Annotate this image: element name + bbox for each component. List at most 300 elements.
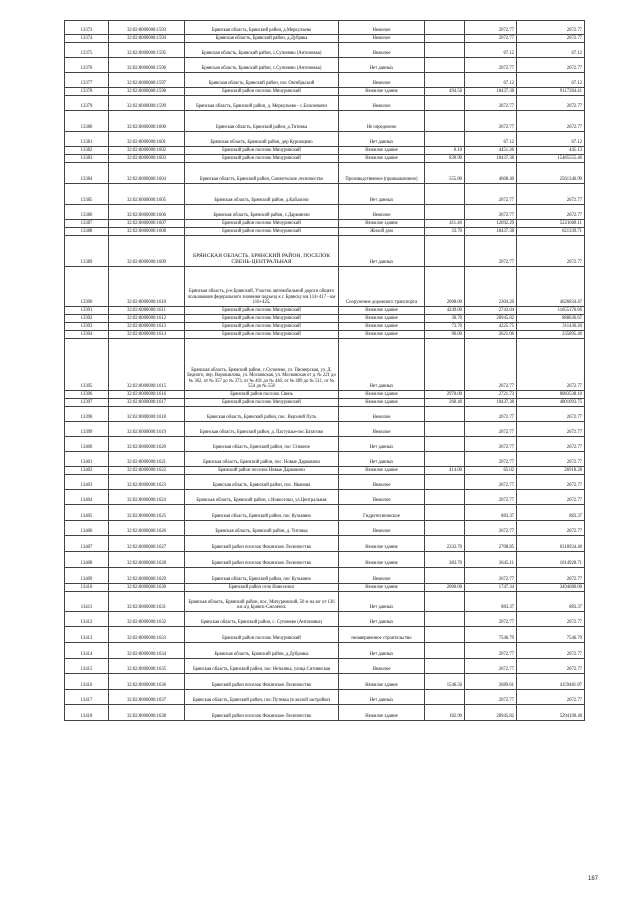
unit-value-cell: 18437.38: [465, 88, 517, 96]
address-cell: Брянский район поселок Фокинское Лесничество: [185, 536, 339, 552]
table-row: [65, 521, 585, 536]
address-cell: Брянская область, Брянский район, пос Октябрьский: [185, 73, 339, 88]
total-value-cell: 2672.77: [517, 643, 585, 659]
total-value-cell: 883.37: [517, 505, 585, 521]
cadastral-number-cell: 32:02:0000000:1601: [109, 132, 185, 147]
cadastral-number-cell: 32:02:0000000:1599: [109, 96, 185, 111]
total-value-cell: 8083538.10: [517, 391, 585, 399]
unit-value-cell: 28945.82: [465, 315, 517, 323]
address-cell: Брянская область, Брянский район, д.Кабаличи: [185, 184, 339, 205]
row-number-cell: 13393: [65, 323, 109, 331]
table-row: [65, 58, 585, 73]
total-value-cell: 2561346.99: [517, 163, 585, 184]
row-number-cell: 13415: [65, 659, 109, 674]
cadastral-number-cell: 32:02:0000000:1611: [109, 307, 185, 315]
area-cell: 383.70: [425, 552, 465, 568]
row-number-cell: 13409: [65, 568, 109, 584]
unit-value-cell: 2708.85: [465, 536, 517, 552]
row-number-cell: 13400: [65, 437, 109, 452]
row-number-cell: 13410: [65, 584, 109, 592]
object-type-cell: Нежилое здание: [339, 331, 425, 339]
unit-value-cell: 2743.04: [465, 307, 517, 315]
total-value-cell: 1014928.71: [517, 552, 585, 568]
address-cell: Брянский район поселок Новые Дарковичи: [185, 467, 339, 475]
total-value-cell: 2672.77: [517, 58, 585, 73]
address-cell: Брянский район поселок Мичуринский: [185, 147, 339, 155]
area-cell: [425, 21, 465, 35]
cadastral-number-cell: 32:02:0000000:1614: [109, 331, 185, 339]
address-cell: Брянская область, Брянский район, пос. Мичуринский, 50 м на юг от 136 км а/д Брянск-Смоленск: [185, 592, 339, 612]
area-cell: [425, 505, 465, 521]
cadastral-number-cell: 32:02:0000000:1609: [109, 236, 185, 267]
object-type-cell: Нежилое здание: [339, 323, 425, 331]
unit-value-cell: 2672.77: [465, 690, 517, 705]
area-cell: 2970.00: [425, 391, 465, 399]
area-cell: [425, 659, 465, 674]
cadastral-number-cell: 32:02:0000000:1628: [109, 552, 185, 568]
object-type-cell: Сооружение дорожного транспорта: [339, 267, 425, 307]
area-cell: [425, 111, 465, 132]
cadastral-number-cell: 32:02:0000000:1613: [109, 323, 185, 331]
row-number-cell: 13401: [65, 452, 109, 467]
area-cell: [425, 452, 465, 467]
row-number-cell: 13375: [65, 43, 109, 58]
cadastral-number-cell: 32:02:0000000:1598: [109, 88, 185, 96]
cadastral-number-cell: 32:02:0000000:1635: [109, 659, 185, 674]
address-cell: Брянская область, Брянский район, пос Кузьмино: [185, 505, 339, 521]
row-number-cell: 13408: [65, 552, 109, 568]
cadastral-number-cell: 32:02:0000000:1594: [109, 35, 185, 43]
area-cell: [425, 96, 465, 111]
area-cell: 494.50: [425, 88, 465, 96]
area-cell: [425, 58, 465, 73]
row-number-cell: 13387: [65, 220, 109, 228]
address-cell: БРЯНСКАЯ ОБЛАСТЬ, БРЯНСКИЙ РАЙОН, ПОСЕЛОК СВЕНЬ-ЦЕНТРАЛЬНАЯ: [185, 236, 339, 267]
cadastral-number-cell: 32:02:0000000:1626: [109, 521, 185, 536]
address-cell: Брянский район поселок Свень: [185, 391, 339, 399]
address-cell: Брянский район поселок Фокинское Лесничество: [185, 552, 339, 568]
unit-value-cell: 2672.77: [465, 236, 517, 267]
area-cell: 411.40: [425, 220, 465, 228]
table-row: [65, 505, 585, 521]
area-cell: 555.80: [425, 163, 465, 184]
address-cell: Брянская область, Брянский район, д.Дубрвка: [185, 35, 339, 43]
cadastral-number-cell: 32:02:0000000:1621: [109, 452, 185, 467]
total-value-cell: 4626834.47: [517, 267, 585, 307]
object-type-cell: Нежилое здание: [339, 399, 425, 407]
object-type-cell: Нет данных: [339, 236, 425, 267]
total-value-cell: 15485555.46: [517, 155, 585, 163]
row-number-cell: 13412: [65, 612, 109, 627]
table-row: [65, 132, 585, 147]
object-type-cell: Нет данных: [339, 58, 425, 73]
table-row: [65, 307, 585, 315]
cadastral-number-cell: 32:02:0000000:1612: [109, 315, 185, 323]
area-cell: 2000.00: [425, 584, 465, 592]
object-type-cell: Нежилое здание: [339, 705, 425, 721]
unit-value-cell: 2672.77: [465, 612, 517, 627]
cadastral-number-cell: 32:02:0000000:1627: [109, 536, 185, 552]
row-number-cell: 13399: [65, 422, 109, 437]
row-number-cell: 13403: [65, 475, 109, 490]
area-cell: 33.70: [425, 228, 465, 236]
row-number-cell: 13406: [65, 521, 109, 536]
address-cell: Брянская область, Брянский район, пос Стяжное: [185, 437, 339, 452]
object-type-cell: Нежилое: [339, 568, 425, 584]
unit-value-cell: 18437.38: [465, 155, 517, 163]
address-cell: Брянский район поселок Фокинское Лесничество: [185, 705, 339, 721]
address-cell: Брянский район поселок Мичуринский: [185, 220, 339, 228]
row-number-cell: 13394: [65, 331, 109, 339]
total-value-cell: 621339.71: [517, 228, 585, 236]
total-value-cell: 2672.77: [517, 690, 585, 705]
unit-value-cell: 4608.40: [465, 163, 517, 184]
unit-value-cell: 2672.77: [465, 58, 517, 73]
cadastral-number-cell: 32:02:0000000:1633: [109, 627, 185, 643]
object-type-cell: Нежилое: [339, 490, 425, 505]
area-cell: 0.10: [425, 147, 465, 155]
address-cell: Брянская область, Брянский район, д.Дубровка: [185, 643, 339, 659]
object-type-cell: Нежилое: [339, 35, 425, 43]
cadastral-number-cell: 32:02:0000000:1624: [109, 490, 185, 505]
area-cell: [425, 690, 465, 705]
cadastral-number-cell: 32:02:0000000:1600: [109, 111, 185, 132]
area-cell: 73.70: [425, 323, 465, 331]
area-cell: [425, 521, 465, 536]
address-cell: Брянская область, Брянский район, пос. Иванова: [185, 475, 339, 490]
cadastral-number-cell: 32:02:0000000:1619: [109, 422, 185, 437]
object-type-cell: Нежилое здание: [339, 674, 425, 690]
object-type-cell: Производственное (промышленное): [339, 163, 425, 184]
address-cell: Брянский район поселок Мичуринский: [185, 155, 339, 163]
area-cell: [425, 236, 465, 267]
table-row: [65, 88, 585, 96]
total-value-cell: 2672.77: [517, 236, 585, 267]
cadastral-number-cell: 32:02:0000000:1623: [109, 475, 185, 490]
table-row: [65, 612, 585, 627]
table-row: [65, 111, 585, 132]
unit-value-cell: 2621.06: [465, 331, 517, 339]
table-row: [65, 315, 585, 323]
unit-value-cell: 1747.34: [465, 584, 517, 592]
unit-value-cell: 2672.77: [465, 184, 517, 205]
total-value-cell: 67.12: [517, 73, 585, 88]
row-number-cell: 13407: [65, 536, 109, 552]
area-cell: 2008.00: [425, 267, 465, 307]
table-row: [65, 627, 585, 643]
cadastral-number-cell: 32:02:0000000:1638: [109, 705, 185, 721]
address-cell: Брянская область, Брянский район, д. Титовка: [185, 521, 339, 536]
object-type-cell: Нежилое: [339, 422, 425, 437]
row-number-cell: 13373: [65, 21, 109, 35]
table-row: [65, 659, 585, 674]
object-type-cell: Нет данных: [339, 690, 425, 705]
area-cell: [425, 568, 465, 584]
address-cell: Брянская область, Брянский район, с.Дарковичи: [185, 205, 339, 220]
unit-value-cell: 18437.38: [465, 399, 517, 407]
object-type-cell: Нет данных: [339, 643, 425, 659]
object-type-cell: Нежилое здание: [339, 536, 425, 552]
table-row: [65, 220, 585, 228]
unit-value-cell: 67.12: [465, 73, 517, 88]
unit-value-cell: 883.37: [465, 505, 517, 521]
total-value-cell: 2672.77: [517, 452, 585, 467]
cadastral-number-cell: 32:02:0000000:1618: [109, 407, 185, 422]
unit-value-cell: 4225.75: [465, 323, 517, 331]
row-number-cell: 13397: [65, 399, 109, 407]
area-cell: [425, 612, 465, 627]
table-row: [65, 236, 585, 267]
row-number-cell: 13386: [65, 205, 109, 220]
table-row: [65, 592, 585, 612]
object-type-cell: Нежилое: [339, 659, 425, 674]
object-type-cell: Нежилое здание: [339, 391, 425, 399]
table-row: [65, 490, 585, 505]
area-cell: 260.40: [425, 399, 465, 407]
object-type-cell: Нежилое: [339, 521, 425, 536]
address-cell: Брянская область, Брянский район, пос.Путевка (в жилой застройке): [185, 690, 339, 705]
address-cell: Брянская область, Брянский район, пос Нетьинка, улица Ситнянская: [185, 659, 339, 674]
object-type-cell: Нет данных: [339, 132, 425, 147]
address-cell: Брянская область, Брянский район, пос Кузьмино: [185, 568, 339, 584]
address-cell: Брянский район поселок Мичуринский: [185, 323, 339, 331]
table-row: [65, 475, 585, 490]
unit-value-cell: 2672.77: [465, 111, 517, 132]
row-number-cell: 13405: [65, 505, 109, 521]
unit-value-cell: 65.02: [465, 467, 517, 475]
row-number-cell: 13381: [65, 132, 109, 147]
unit-value-cell: 2304.20: [465, 267, 517, 307]
total-value-cell: 11655176.96: [517, 307, 585, 315]
cadastral-number-cell: 32:02:0000000:1610: [109, 267, 185, 307]
object-type-cell: Нежилое здание: [339, 307, 425, 315]
total-value-cell: 235895.40: [517, 331, 585, 339]
area-cell: [425, 205, 465, 220]
total-value-cell: 2672.77: [517, 521, 585, 536]
object-type-cell: Нежилое здание: [339, 552, 425, 568]
object-type-cell: Нежилое здание: [339, 147, 425, 155]
unit-value-cell: 2672.77: [465, 339, 517, 391]
cadastral-number-cell: 32:02:0000000:1596: [109, 58, 185, 73]
row-number-cell: 13417: [65, 690, 109, 705]
cadastral-number-cell: 32:02:0000000:1608: [109, 228, 185, 236]
cadastral-number-cell: 32:02:0000000:1637: [109, 690, 185, 705]
unit-value-cell: 2672.77: [465, 205, 517, 220]
area-cell: [425, 339, 465, 391]
table-row: [65, 399, 585, 407]
address-cell: Брянский район поселок Мичуринский: [185, 331, 339, 339]
unit-value-cell: 18437.38: [465, 228, 517, 236]
area-cell: [425, 422, 465, 437]
area-cell: [425, 132, 465, 147]
area-cell: [425, 184, 465, 205]
address-cell: Брянский район поселок Мичуринский: [185, 399, 339, 407]
row-number-cell: 13413: [65, 627, 109, 643]
total-value-cell: 3494680.00: [517, 584, 585, 592]
row-number-cell: 13377: [65, 73, 109, 88]
unit-value-cell: 67.12: [465, 43, 517, 58]
address-cell: Брянский район поселок Мичуринский: [185, 307, 339, 315]
table-row: [65, 690, 585, 705]
row-number-cell: 13376: [65, 58, 109, 73]
table-row: [65, 35, 585, 43]
area-cell: [425, 627, 465, 643]
area-cell: [425, 43, 465, 58]
address-cell: Брянская область, Брянский район, дер Курнощено: [185, 132, 339, 147]
row-number-cell: 13418: [65, 705, 109, 721]
unit-value-cell: 2672.77: [465, 437, 517, 452]
cadastral-number-cell: 32:02:0000000:1606: [109, 205, 185, 220]
row-number-cell: 13414: [65, 643, 109, 659]
object-type-cell: Нежилое: [339, 43, 425, 58]
table-row: [65, 323, 585, 331]
unit-value-cell: 7546.79: [465, 627, 517, 643]
address-cell: Брянская область, Брянский район, с. Супонево (Антоновка): [185, 612, 339, 627]
address-cell: Брянская область, Брянский район, с.Новоселки, ул.Центральная: [185, 490, 339, 505]
address-cell: Брянская область, Брянский район, пос. Новые Дарковичи: [185, 452, 339, 467]
total-value-cell: 4801093.75: [517, 399, 585, 407]
total-value-cell: 445.13: [517, 147, 585, 155]
total-value-cell: 2672.77: [517, 96, 585, 111]
area-cell: 2332.70: [425, 536, 465, 552]
cadastral-number-cell: 32:02:0000000:1632: [109, 612, 185, 627]
cadastral-number-cell: 32:02:0000000:1622: [109, 467, 185, 475]
table-row: [65, 643, 585, 659]
cadastral-number-cell: 32:02:0000000:1616: [109, 391, 185, 399]
object-type-cell: Жилой дом: [339, 228, 425, 236]
row-number-cell: 13392: [65, 315, 109, 323]
object-type-cell: Нежилое: [339, 21, 425, 35]
area-cell: [425, 73, 465, 88]
cadastral-number-cell: 32:02:0000000:1617: [109, 399, 185, 407]
cadastral-number-cell: 32:02:0000000:1605: [109, 184, 185, 205]
total-value-cell: 2672.77: [517, 568, 585, 584]
table-row: [65, 155, 585, 163]
address-cell: Брянский район село Новоселки: [185, 584, 339, 592]
cadastral-number-cell: 32:02:0000000:1595: [109, 43, 185, 58]
total-value-cell: 5221608.11: [517, 220, 585, 228]
cadastral-number-cell: 32:02:0000000:1607: [109, 220, 185, 228]
table-row: [65, 205, 585, 220]
address-cell: Брянская область, р-н Брянский, Участок автомобильной дороги общего пользования федерального значения подъезд к г. Брянску км 114+417 - км 116+425.: [185, 267, 339, 307]
table-row: [65, 705, 585, 721]
address-cell: Брянский район поселок Мичуринский: [185, 88, 339, 96]
unit-value-cell: 2672.77: [465, 659, 517, 674]
cadastral-number-cell: 32:02:0000000:1631: [109, 592, 185, 612]
area-cell: 1546.50: [425, 674, 465, 690]
table-row: [65, 339, 585, 391]
table-row: [65, 552, 585, 568]
cadastral-number-cell: 32:02:0000000:1602: [109, 147, 185, 155]
table-row: [65, 96, 585, 111]
area-cell: 30.70: [425, 315, 465, 323]
unit-value-cell: 2645.11: [465, 552, 517, 568]
object-type-cell: Не определено: [339, 111, 425, 132]
area-cell: 414.00: [425, 467, 465, 475]
table-row: [65, 43, 585, 58]
table-row: [65, 228, 585, 236]
row-number-cell: 13379: [65, 96, 109, 111]
object-type-cell: Нежилое здание: [339, 220, 425, 228]
object-type-cell: Нежилое: [339, 475, 425, 490]
row-number-cell: 13384: [65, 163, 109, 184]
unit-value-cell: 2672.77: [465, 35, 517, 43]
table-row: [65, 267, 585, 307]
row-number-cell: 13374: [65, 35, 109, 43]
table-row: [65, 184, 585, 205]
cadastral-number-cell: 32:02:0000000:1636: [109, 674, 185, 690]
unit-value-cell: 2672.77: [465, 643, 517, 659]
object-type-cell: Нежилое здание: [339, 584, 425, 592]
total-value-cell: 2672.77: [517, 21, 585, 35]
cadastral-number-cell: 32:02:0000000:1615: [109, 339, 185, 391]
unit-value-cell: 12692.29: [465, 220, 517, 228]
address-cell: Брянский район поселок Фокинское Лесничество: [185, 674, 339, 690]
object-type-cell: Нежилое здание: [339, 88, 425, 96]
row-number-cell: 13416: [65, 674, 109, 690]
object-type-cell: Нет данных: [339, 452, 425, 467]
total-value-cell: 2672.77: [517, 437, 585, 452]
address-cell: Брянская область, Брянский район, д.Титовка: [185, 111, 339, 132]
row-number-cell: 13402: [65, 467, 109, 475]
object-type-cell: Нежилое: [339, 407, 425, 422]
table-row: [65, 73, 585, 88]
total-value-cell: 2672.77: [517, 612, 585, 627]
total-value-cell: 4159481.87: [517, 674, 585, 690]
object-type-cell: Нежилое: [339, 73, 425, 88]
unit-value-cell: 2672.77: [465, 568, 517, 584]
table-row: [65, 147, 585, 155]
unit-value-cell: 4451.26: [465, 147, 517, 155]
object-type-cell: Нежилое: [339, 205, 425, 220]
total-value-cell: 2672.77: [517, 659, 585, 674]
total-value-cell: 67.12: [517, 43, 585, 58]
cadastral-number-cell: 32:02:0000000:1620: [109, 437, 185, 452]
area-cell: [425, 35, 465, 43]
total-value-cell: 2672.77: [517, 407, 585, 422]
address-cell: Брянская область, Брянский район, с.Супонево (Антоновка): [185, 43, 339, 58]
total-value-cell: 883.37: [517, 592, 585, 612]
total-value-cell: 6318934.40: [517, 536, 585, 552]
table-row: [65, 163, 585, 184]
area-cell: [425, 592, 465, 612]
total-value-cell: 67.12: [517, 132, 585, 147]
object-type-cell: Нет данных: [339, 592, 425, 612]
table-row: [65, 452, 585, 467]
area-cell: 182.90: [425, 705, 465, 721]
address-cell: Брянская область, Брянский район, д. Меркульево - с.Елисеевичи: [185, 96, 339, 111]
total-value-cell: 2672.77: [517, 205, 585, 220]
row-number-cell: 13396: [65, 391, 109, 399]
total-value-cell: 2672.77: [517, 475, 585, 490]
table-row: [65, 674, 585, 690]
page-number: 187: [587, 876, 598, 882]
unit-value-cell: 2672.77: [465, 96, 517, 111]
table-row: [65, 21, 585, 35]
object-type-cell: Нет данных: [339, 184, 425, 205]
unit-value-cell: 2721.73: [465, 391, 517, 399]
cadastral-number-cell: 32:02:0000000:1630: [109, 584, 185, 592]
area-cell: [425, 643, 465, 659]
area-cell: 90.00: [425, 331, 465, 339]
object-type-cell: Нежилое: [339, 96, 425, 111]
total-value-cell: 7546.79: [517, 627, 585, 643]
unit-value-cell: 67.12: [465, 132, 517, 147]
row-number-cell: 13378: [65, 88, 109, 96]
registry-sheet: [64, 20, 584, 721]
address-cell: Брянская область, Брянский район, д. Пастушье-пос.Батагово: [185, 422, 339, 437]
object-type-cell: незавершенное строительство: [339, 627, 425, 643]
